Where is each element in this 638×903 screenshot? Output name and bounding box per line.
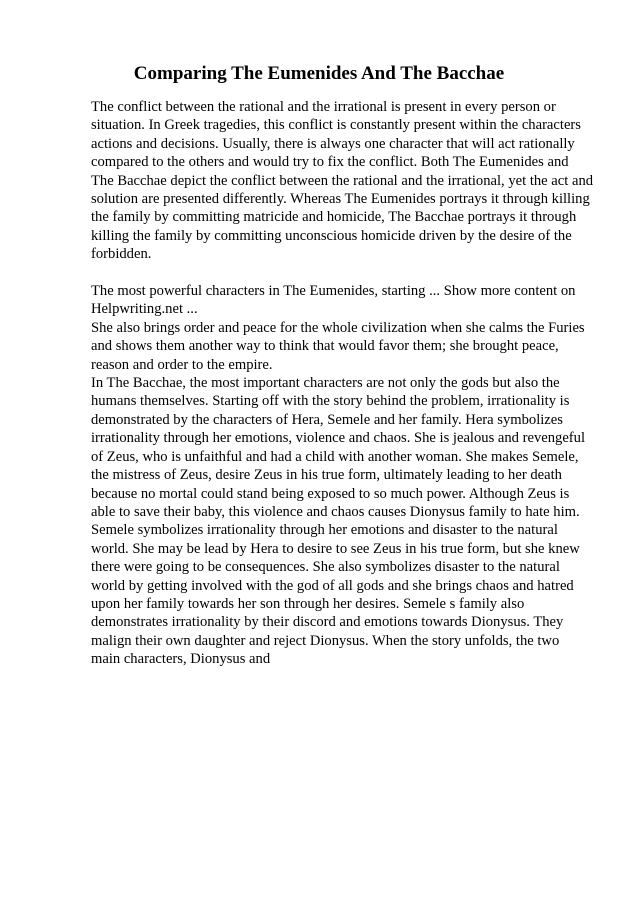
text-line: of Zeus, who is unfaithful and had a child with another woman. She makes Semele, — [91, 448, 579, 465]
text-line: solution are presented differently. Whereas The Eumenides portrays it through killing — [91, 191, 590, 208]
text-line: demonstrates irrationality by their discord and emotions towards Dionysus. They — [91, 614, 564, 631]
text-line: because no mortal could stand being exposed to so much power. Although Zeus is — [91, 485, 570, 502]
text-line: Semele symbolizes irrationality through her emotions and disaster to the natural — [91, 522, 558, 539]
text-line: malign their own daughter and reject Dionysus. When the story unfolds, the two — [91, 632, 560, 649]
text-line: killing the family by committing unconscious homicide driven by the desire of the — [91, 227, 572, 244]
text-line: upon her family towards her son through her desires. Semele s family also — [91, 595, 525, 612]
text-line: demonstrated by the characters of Hera, Semele and her family. Hera symbolizes — [91, 411, 563, 428]
text-line: situation. In Greek tragedies, this conflict is constantly present within the characters — [91, 117, 581, 134]
paragraph-spacer — [91, 264, 591, 282]
text-line: humans themselves. Starting off with the story behind the problem, irrationality is — [91, 393, 570, 410]
text-line: The conflict between the rational and the irrational is present in every person or — [91, 99, 556, 115]
text-line: In The Bacchae, the most important characters are not only the gods but also the — [91, 375, 560, 392]
text-line: compared to the others and would try to fix the conflict. Both The Eumenides and — [91, 154, 569, 171]
text-line: world by getting involved with the god of all gods and she brings chaos and hatred — [91, 577, 574, 594]
paragraph-bacchae — [91, 374, 591, 669]
text-line: main characters, Dionysus and — [91, 651, 271, 668]
paragraph-order-peace — [91, 319, 591, 374]
text-line: irrationality through her emotions, violence and chaos. She is jealous and revengeful — [91, 430, 586, 447]
text-line: and shows them another way to think that would favor them; she brought peace, — [91, 338, 559, 355]
text-line: the mistress of Zeus, desire Zeus in his true form, ultimately leading to her death — [91, 467, 562, 484]
document-title: Comparing The Eumenides And The Bacchae — [133, 63, 505, 84]
text-line: there were going to be consequences. She also symbolizes disaster to the natural — [91, 559, 560, 576]
text-line: She also brings order and peace for the whole civilization when she calms the Furies — [91, 319, 585, 336]
paragraph-intro — [91, 98, 594, 264]
text-line: Helpwriting.net ... — [91, 301, 198, 318]
text-line: forbidden. — [91, 246, 152, 263]
text-line: The Bacchae depict the conflict between the rational and the irrational, yet the act and — [91, 172, 594, 189]
text-line: actions and decisions. Usually, there is always one character that will act rationally — [91, 135, 575, 152]
document-body — [91, 98, 594, 669]
text-line: The most powerful characters in The Eumenides, starting ... Show more content on — [91, 283, 576, 300]
text-line: the family by committing matricide and homicide, The Bacchae portrays it through — [91, 209, 577, 226]
text-line: reason and order to the empire. — [91, 356, 273, 373]
paragraph-teaser — [91, 282, 591, 319]
text-line: world. She may be lead by Hera to desire to see Zeus in his true form, but she knew — [91, 540, 580, 557]
text-line: able to save their baby, this violence and chaos causes Dionysus family to hate him. — [91, 503, 580, 520]
